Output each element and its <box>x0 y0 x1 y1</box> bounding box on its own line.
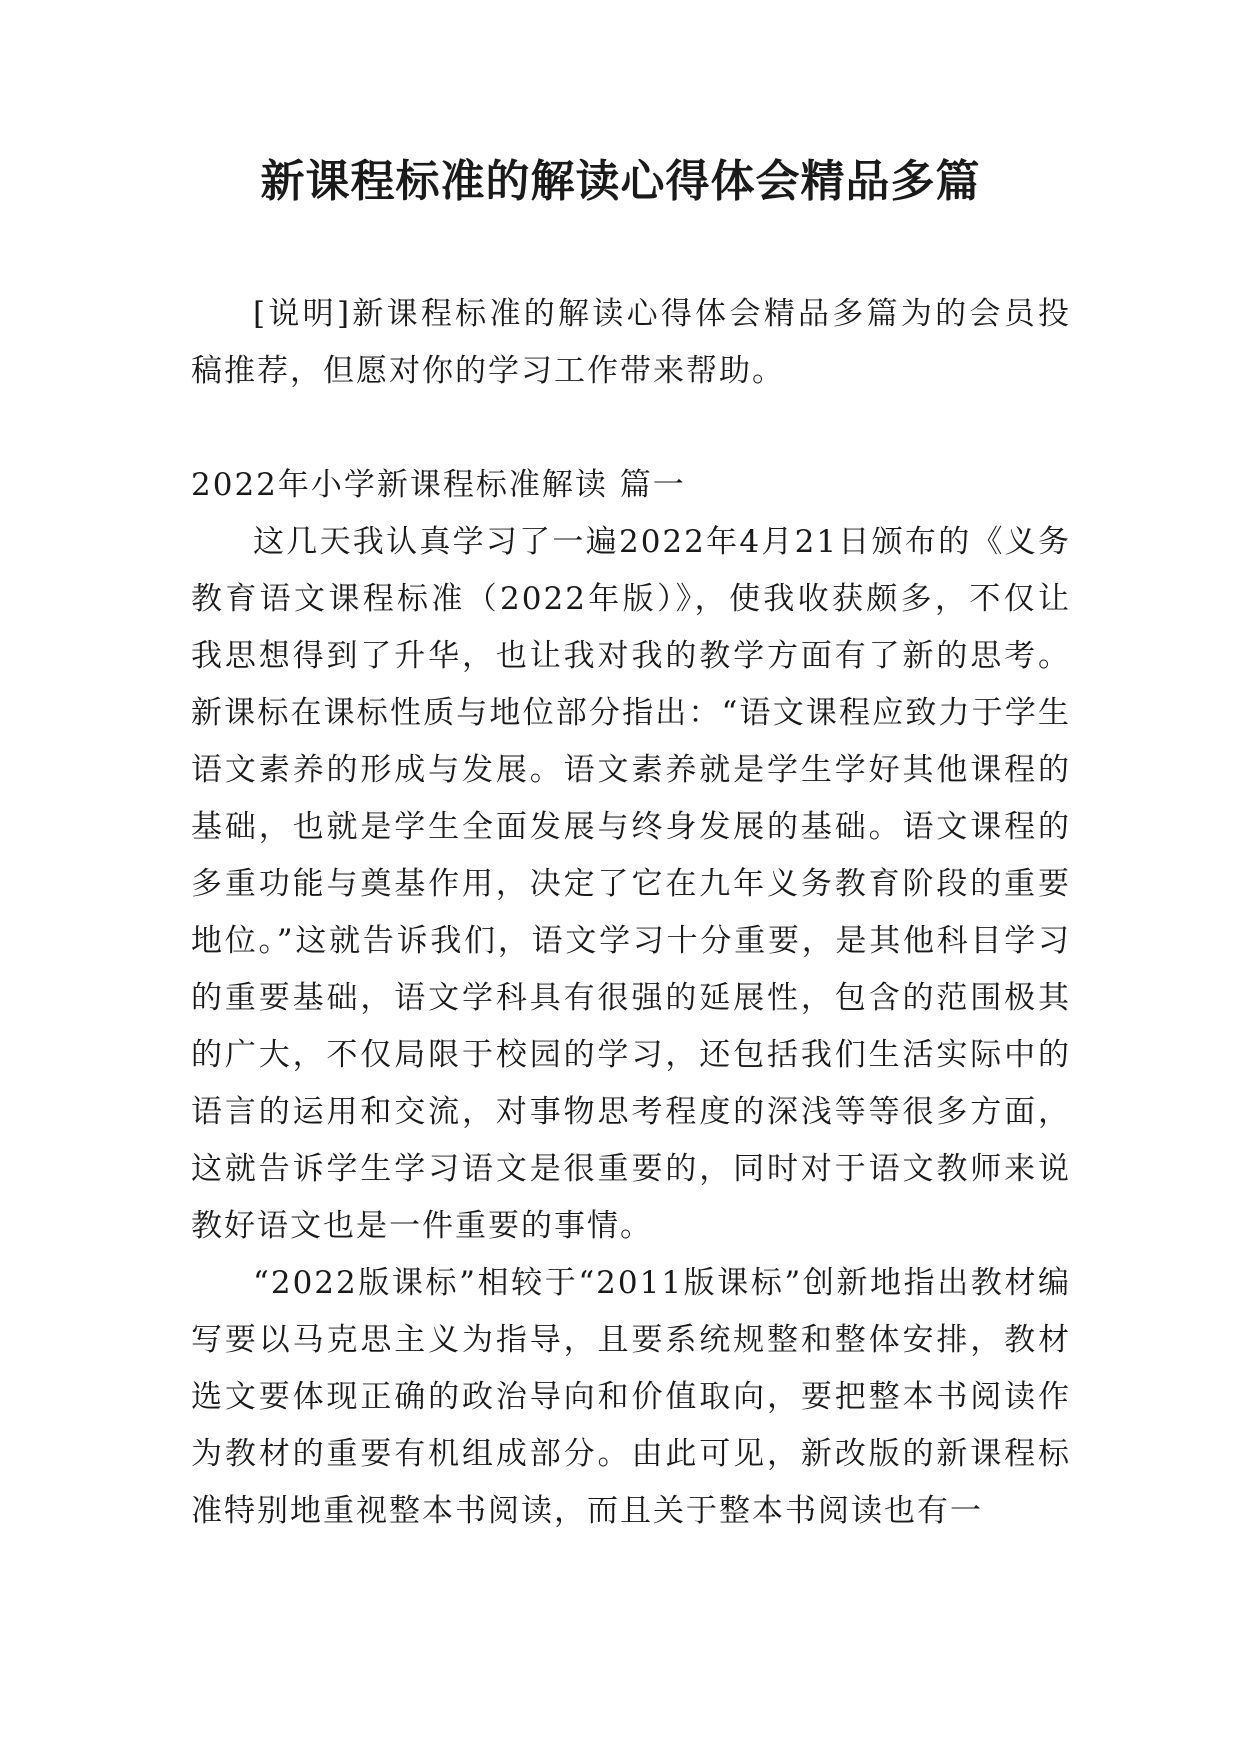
body-paragraph-2: “2022版课标”相较于“2011版课标”创新地指出教材编写要以马克思主义为指导，且要系统规整和整体安排，教材选文要体现正确的政治导向和价值取向，要把整本书阅读作为教材的重要有机组成部分。由此可见，新改版的新课程标准特别地重视整本书阅读，而且关于整本书阅读也有一 <box>191 1265 1071 1529</box>
spacer <box>191 400 1071 457</box>
document-body <box>191 286 1071 1540</box>
document-title: 新课程标准的解读心得体会精品多篇 <box>260 156 981 207</box>
section-heading: 2022年小学新课程标准解读 篇一 <box>191 467 686 503</box>
intro-paragraph: [说明]新课程标准的解读心得体会精品多篇为的会员投稿推荐，但愿对你的学习工作带来帮助。 <box>191 296 1071 389</box>
body-paragraph-1: 这几天我认真学习了一遍2022年4月21日颁布的《义务教育语文课程标准（2022年版）》，使我收获颇多，不仅让我思想得到了升华，也让我对我的教学方面有了新的思考。新课标在课标性质与地位部分指出：“语文课程应致力于学生语文素养的形成与发展。语文素养就是学生学好其他课程的基础，也就是学生全面发展与终身发展的基础。语文课程的多重功能与奠基作用，决定了它在九年义务教育阶段的重要地位。”这就告诉我们，语文学习十分重要，是其他科目学习的重要基础，语文学科具有很强的延展性，包含的范围极其的广大，不仅局限于校园的学习，还包括我们生活实际中的语言的运用和交流，对事物思考程度的深浅等等很多方面，这就告诉学生学习语文是很重要的，同时对于语文教师来说教好语文也是一件重要的事情。 <box>191 524 1071 1244</box>
